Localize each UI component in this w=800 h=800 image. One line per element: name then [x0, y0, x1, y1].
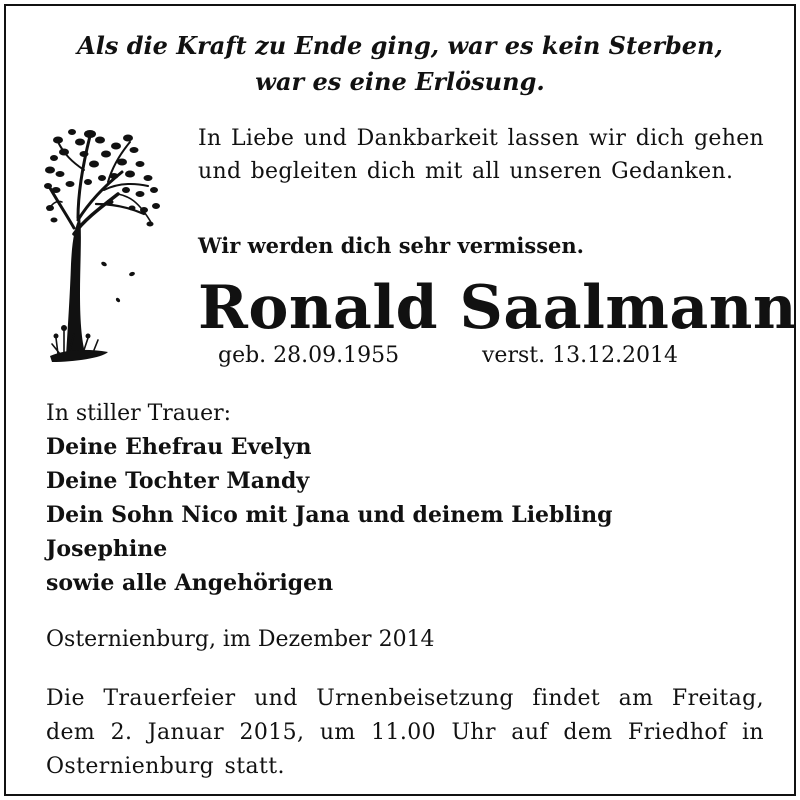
list-item: Deine Tochter Mandy — [46, 468, 310, 494]
motto — [6, 28, 794, 100]
motto-line-1: Als die Kraft zu Ende ging, war es kein Sterben, — [77, 31, 723, 60]
death-date: verst. 13.12.2014 — [482, 343, 679, 368]
deceased-name: Ronald Saalmann — [198, 273, 798, 343]
list-item: sowie alle Angehörigen — [46, 570, 334, 596]
motto-line-2: war es eine Erlösung. — [255, 67, 545, 96]
tree-silhouette-icon — [44, 124, 162, 364]
intro-text: In Liebe und Dankbarkeit lassen wir dich gehen und begleiten dich mit all unseren Gedanken. — [198, 126, 764, 184]
obituary-notice — [4, 4, 796, 796]
funeral-service-text: Die Trauerfeier und Urnenbeisetzung findet am Freitag, dem 2. Januar 2015, um 11.00 Uhr auf dem Friedhof in Osternienburg statt. — [46, 686, 764, 779]
miss-text: Wir werden dich sehr vermissen. — [198, 233, 584, 258]
mourners-label: In stiller Trauer: — [46, 401, 232, 426]
place-date: Osternienburg, im Dezember 2014 — [46, 627, 435, 652]
mourners-list — [46, 430, 613, 600]
list-item: Dein Sohn Nico mit Jana und deinem Liebling — [46, 502, 613, 528]
list-item: Deine Ehefrau Evelyn — [46, 434, 312, 460]
birth-date: geb. 28.09.1955 — [218, 343, 400, 368]
list-item: Josephine — [46, 536, 168, 562]
